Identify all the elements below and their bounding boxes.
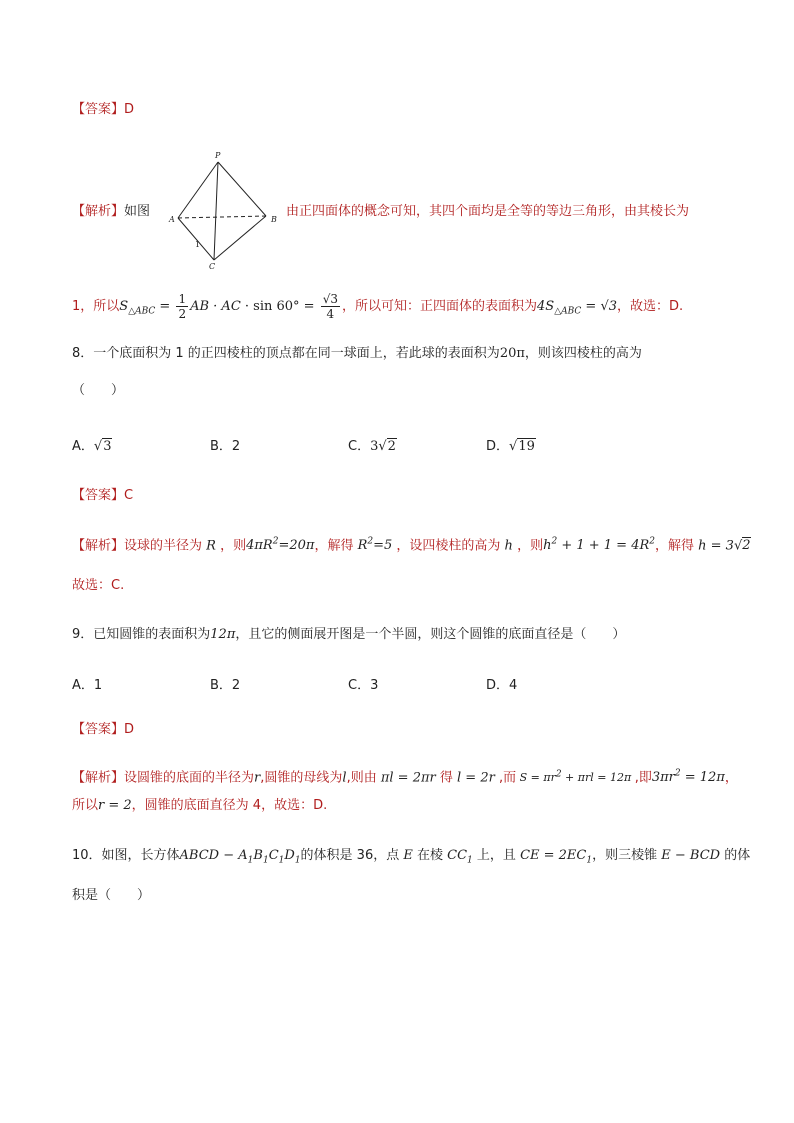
sqrt-3: √3 (93, 439, 112, 454)
q10-stem-f: 的体 (724, 848, 751, 863)
q8-analysis-line1 (72, 532, 751, 556)
var-l: l (342, 770, 347, 786)
analysis-after-figure: 由正四面体的概念可知，其四个面均是全等的等边三角形，由其棱长为 (286, 204, 690, 219)
eq-4piR2: $4\pi R^2=20\pi$ (246, 537, 315, 554)
q8-option-d (486, 437, 536, 457)
surface-area: $4S_{\triangle ABC} = √3$ (537, 299, 618, 317)
line2-b: ，圆锥的底面直径为 4，故选：D. (131, 798, 328, 813)
q10-stem-b: 的体积是 36，点 (300, 848, 400, 863)
var-r: r (254, 770, 261, 786)
q8-answer-line (72, 486, 133, 506)
area-formula-tail: AB · AC (190, 299, 241, 314)
sin60: · sin 60° = (240, 299, 319, 314)
cuboid-name: ABCD − $A_1B_1C_1D_1$ (179, 848, 301, 866)
eq-l2r: l = 2r (452, 770, 499, 786)
answer-tag: 【答案】 (72, 488, 125, 503)
q8-option-a-label: A． (72, 439, 94, 454)
label-B: B (271, 215, 277, 224)
q9-option-c: C．3 (348, 678, 379, 693)
q8-option-a (72, 437, 112, 457)
q8-stem-pi: 20π (499, 346, 525, 361)
q7-answer-line (72, 100, 134, 120)
label-C: C (209, 262, 216, 271)
analysis-g: ， (724, 770, 738, 786)
sqrt-19: √19 (509, 439, 535, 454)
eq-h2: $h^2 + 1 + 1 = 4R^2$ (543, 537, 655, 554)
eq-h-result: h = 3√2 (694, 538, 751, 554)
eq-pil: πl = 2πr (376, 770, 440, 786)
var-R: R (202, 538, 221, 554)
answer-tag: 【答案】 (72, 102, 125, 117)
analysis-a: 设圆锥的底面的半径为 (124, 770, 255, 786)
analysis-e: ，则 (517, 538, 544, 554)
analysis-tag: 【解析】 (72, 538, 125, 554)
frac-sqrt3-4: $\frac{√3}{4}$ (322, 292, 338, 321)
eq-3pir2: $3\pi r^2 = 12\pi$ (651, 769, 725, 786)
analysis-c: ,则由 (346, 770, 377, 786)
analysis-a: 设球的半径为 (124, 538, 203, 554)
analysis-tag: 【解析】 (72, 204, 125, 219)
var-E: E (399, 848, 417, 863)
label-A: A (169, 215, 175, 224)
q9-analysis-line2 (72, 796, 327, 816)
q7-analysis-line2 (72, 292, 683, 322)
frac-half: $\frac{1}{2}$ (178, 292, 187, 321)
eq-S: $S = \pi r^2 + \pi rl = 12\pi$ (516, 769, 635, 785)
q8-stem-b: ，则该四棱柱的高为 (524, 346, 642, 361)
q10-stem-line2: 积是（ ） (72, 888, 151, 903)
q10-stem-line1 (72, 846, 750, 871)
q9-option-d: D．4 (486, 678, 518, 693)
q10-stem-c: 在棱 (417, 848, 444, 863)
q9-answer-line (72, 720, 134, 740)
answer-value: D (124, 722, 135, 737)
three-sqrt-2: 3√2 (370, 439, 396, 454)
analysis-f: ，解得 (655, 538, 695, 554)
q8-option-b: B．2 (210, 439, 241, 454)
line2-a: 所以 (72, 798, 99, 813)
q7-analysis-line1-cont (286, 202, 689, 222)
answer-value: C (124, 488, 134, 503)
eq-CE: CE = $2EC_1$ (515, 848, 593, 866)
q10-stem-d: 上，且 (476, 848, 516, 863)
twelve-pi: 12π (210, 627, 236, 642)
var-h: h (500, 538, 518, 554)
line2-prefix: 1，所以 (72, 299, 120, 314)
line2-middle: ，所以可知：正四面体的表面积为 (342, 299, 538, 314)
q8-conclusion: 故选：C. (72, 578, 125, 593)
analysis-d: 得 (439, 770, 453, 786)
q9-option-a: A．1 (72, 678, 103, 693)
eq-r2: r = 2 (98, 798, 132, 813)
q8-stem-a: 8．一个底面积为 1 的正四棱柱的顶点都在同一球面上，若此球的表面积为 (72, 346, 500, 361)
q9-stem-b: ，且它的侧面展开图是一个半圆，则这个圆锥的底面直径是（ ） (235, 627, 626, 642)
line2-conclusion: ，故选：D. (617, 299, 684, 314)
analysis-b: ,圆锥的母线为 (260, 770, 343, 786)
label-P: P (215, 151, 221, 160)
answer-tag: 【答案】 (72, 722, 125, 737)
edge-CC1: $CC_1$ (443, 848, 473, 866)
q9-stem-a: 9．已知圆锥的表面积为 (72, 627, 211, 642)
q10-stem-a: 10．如图，长方体 (72, 848, 180, 863)
analysis-d: ，设四棱柱的高为 (396, 538, 501, 554)
analysis-c: ，解得 (314, 538, 354, 554)
area-formula: $S_{\triangle ABC}$ = (119, 299, 175, 317)
answer-value: D (124, 102, 135, 117)
analysis-e: ,而 (498, 770, 517, 786)
analysis-f: ,即 (634, 770, 652, 786)
analysis-tag: 【解析】 (72, 770, 125, 786)
label-edge: 1 (195, 240, 201, 249)
q8-stem-line2: （ ） (72, 383, 125, 398)
q8-option-d-label: D． (486, 439, 510, 454)
q9-option-b: B．2 (210, 678, 241, 693)
q10-stem-e: ，则三棱锥 (592, 848, 658, 863)
q9-stem (72, 625, 625, 645)
q8-option-c (348, 437, 397, 457)
q8-option-c-label: C． (348, 439, 371, 454)
analysis-b: ，则 (220, 538, 247, 554)
tetrahedron-figure (166, 148, 282, 274)
eq-R2-5: $R^2=5$ (353, 537, 397, 554)
q7-analysis-line1 (72, 202, 150, 222)
analysis-intro: 如图 (124, 204, 151, 219)
q8-stem-line1 (72, 344, 642, 364)
q9-analysis-line1 (72, 764, 738, 788)
pyramid-name: E − BCD (657, 848, 725, 863)
